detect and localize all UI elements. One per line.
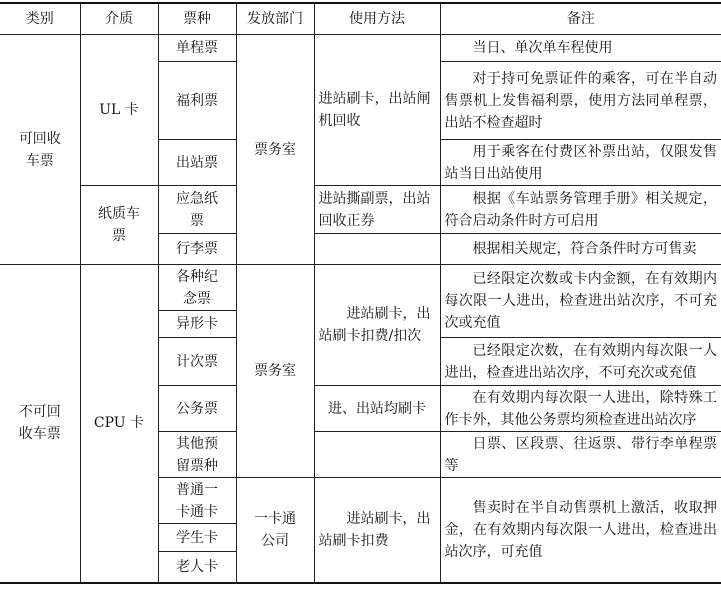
media-paper-ticket: 纸质车票 (80, 186, 158, 265)
usage-luggage-empty (314, 234, 440, 265)
table-row (0, 186, 721, 234)
media-ul-card: UL 卡 (80, 35, 158, 186)
ticket-exit: 出站票 (158, 140, 236, 186)
ticket-commemorative: 各种纪念票 (158, 265, 236, 311)
note-emergency: 根据《车站票务管理手册》相关规定，符合启动条件时方可启用 (440, 186, 721, 234)
usage-deduct: 进站刷卡，出站刷卡扣费/扣次 (314, 265, 440, 386)
usage-union: 进站刷卡，出站刷卡扣费 (314, 478, 440, 583)
ticket-senior: 老人卡 (158, 552, 236, 583)
ticket-count: 计次票 (158, 338, 236, 386)
ticket-welfare: 福利票 (158, 62, 236, 140)
table-row (0, 35, 721, 62)
usage-ul: 进站刷卡，出站闸机回收 (314, 35, 440, 186)
category-recyclable: 可回收车票 (0, 35, 80, 265)
note-single: 当日、单次单车程使用 (440, 35, 721, 62)
header-ticket-type: 票种 (158, 3, 236, 35)
usage-both: 进、出站均刷卡 (314, 386, 440, 432)
header-usage: 使用方法 (314, 3, 440, 35)
ticket-student: 学生卡 (158, 524, 236, 552)
ticket-single: 单程票 (158, 35, 236, 62)
header-notes: 备注 (440, 3, 721, 35)
usage-reserved-empty (314, 432, 440, 478)
ticket-official: 公务票 (158, 386, 236, 432)
table-row (0, 265, 721, 311)
ticket-union: 普通一卡通卡 (158, 478, 236, 524)
note-official: 在有效期内每次限一人进出，除特殊工作卡外，其他公务票均须检查进出站次序 (440, 386, 721, 432)
ticket-types-table (0, 2, 721, 584)
note-commemorative: 已经限定次数或卡内金额，在有效期内每次限一人进出，检查进出站次序，不可充次或充值 (440, 265, 721, 338)
media-cpu-card: CPU 卡 (80, 265, 158, 583)
dept-union: 一卡通公司 (236, 478, 314, 583)
note-count: 已经限定次数，在有效期内每次限一人进出，检查进出站次序，不可充次或充值 (440, 338, 721, 386)
ticket-emergency: 应急纸票 (158, 186, 236, 234)
ticket-shaped: 异形卡 (158, 311, 236, 338)
ticket-reserved: 其他预留票种 (158, 432, 236, 478)
note-welfare: 对于持可免票证件的乘客，可在半自动售票机上发售福利票，使用方法同单程票，出站不检查超时 (440, 62, 721, 140)
note-luggage: 根据相关规定，符合条件时方可售卖 (440, 234, 721, 265)
header-category: 类别 (0, 3, 80, 35)
ticket-luggage: 行李票 (158, 234, 236, 265)
dept-ticket-office-2: 票务室 (236, 265, 314, 478)
note-exit: 用于乘客在付费区补票出站，仅限发售站当日出站使用 (440, 140, 721, 186)
usage-paper: 进站撕副票，出站回收正券 (314, 186, 440, 234)
note-reserved: 日票、区段票、往返票、带行李单程票等 (440, 432, 721, 478)
dept-ticket-office-1: 票务室 (236, 35, 314, 265)
note-union: 售卖时在半自动售票机上激活，收取押金，在有效期内每次限一人进出，检查进出站次序，可充值 (440, 478, 721, 583)
header-issuing-dept: 发放部门 (236, 3, 314, 35)
header-media: 介质 (80, 3, 158, 35)
category-nonrecyclable: 不可回收车票 (0, 265, 80, 583)
table-header-row (0, 3, 721, 35)
